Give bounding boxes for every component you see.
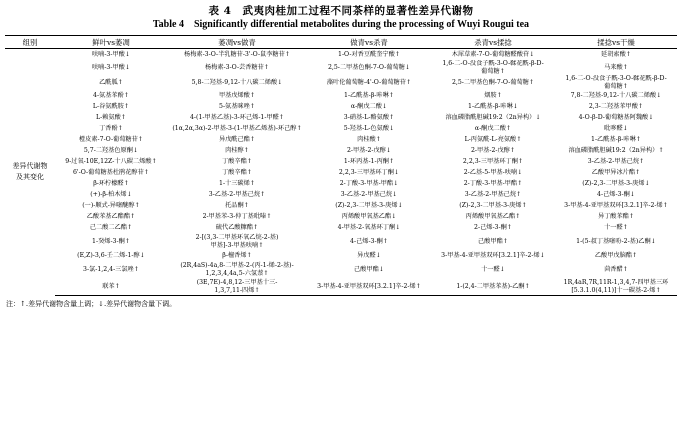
metabolite-cell: 烟胺↑ [484, 91, 502, 99]
metabolite-cell: 1-乙酰基-β-咔啉↑ [591, 135, 641, 143]
metabolite-cell: 乙酸甲异冰片酯↑ [591, 168, 641, 176]
metabolite-cell: 5-羟基-L-色氨酸↓ [343, 124, 395, 132]
metabolite-cell: 己酸甲酯↑ [478, 237, 508, 245]
metabolite-cell: 木犀草素-7-O-葡萄糖醛酸苷↓ [451, 50, 535, 58]
metabolite-cell: β-檀香烯↑ [222, 251, 252, 259]
metabolite-cell: 托品酮↑ [225, 201, 249, 209]
metabolite-cell: 2-丁酸-3-甲基-甲酯↓ [339, 179, 399, 187]
metabolite-cell: 2-[(3,3-二甲基环氧乙烷-2-基) 甲基]-3-甲基呋喃↑ [195, 234, 279, 249]
metabolite-cell: 1-环丙基-1-丙酮↑ [343, 157, 395, 165]
metabolite-cell: 9-过氧-10E,12Z-十八碳二烯酸↑ [65, 157, 157, 165]
metabolite-cell: L-丙氨酰-L-亮氨酸↑ [464, 135, 522, 143]
metabolite-cell: 马来酸↑ [604, 63, 628, 71]
metabolite-cell: 3-甲基-4-亚甲基双环[3.2.1]辛-2-烯↑ [307, 278, 431, 296]
metabolite-cell: α-酮戊二酸↑ [474, 124, 512, 132]
metabolite-cell: 2-甲基-2-戊醇↓ [346, 146, 392, 154]
metabolite-cell: 1-十三碳烯↑ [219, 179, 255, 187]
metabolite-cell: (2R,4aS)-4a,8-二甲基-2-(丙-1-烯-2-基)- 1,2,3,4,4a,5-六氢萘↑ [180, 262, 294, 277]
metabolite-cell: 己二酸二乙酯↑ [89, 223, 133, 231]
metabolite-cell: 丙烯酸甲氧基乙酯↓ [341, 212, 397, 220]
metabolite-cell: 4-己烯-3-酮↓ [597, 190, 635, 198]
metabolite-cell: 呋喃-3-甲酸↓ [91, 50, 131, 58]
table-row [5, 156, 677, 167]
metabolite-cell: 2-甲基苯-3-仲丁基吡嗪↑ [202, 212, 272, 220]
metabolite-cell: 2,5-二甲基色酮-7-O-葡萄糖↑ [451, 78, 535, 86]
table-title-english: Table 4 Significantly differential metabolites during the processing of Wuyi Rougui tea [152, 19, 530, 30]
metabolite-cell: 1-(5-叔丁基噻吩-2-基)乙酮↓ [576, 237, 656, 245]
metabolite-cell: 3-乙基-2-甲基己烷↓ [340, 190, 398, 198]
table-row [5, 167, 677, 178]
metabolite-cell: 藻叶伦葡萄糖-4'-O-葡萄糖苷↑ [326, 78, 412, 86]
metabolite-cell: 己酸甲酯↓ [354, 265, 384, 273]
metabolite-cell: 丁酸辛酯↑ [222, 168, 252, 176]
metabolite-cell: 5-氨基咪唑↑ [219, 102, 255, 110]
metabolite-cell: 1-(2,4-二甲基苯基)-乙酮↑ [431, 278, 555, 296]
metabolite-cell: L-赖氨酸↑ [96, 113, 126, 121]
table-row [5, 49, 677, 61]
metabolite-cell: (+)-β-柏木烯↓ [90, 190, 132, 198]
table-row [5, 250, 677, 261]
table-row [5, 261, 677, 278]
metabolite-cell: 7,8-二羟基-9,12-十八碳二烯酸↓ [570, 91, 662, 99]
table-row [5, 189, 677, 200]
metabolite-cell: 杨梅素-3-O-半乳糖苷-3'-O-鼠李糖苷↑ [184, 50, 290, 58]
metabolite-cell: 吡哆醛↓ [604, 124, 628, 132]
metabolite-cell: 1-癸烯-3-酮↑ [92, 237, 130, 245]
header-rolling-vs-drying: 揉捻vs干燥 [555, 36, 677, 49]
metabolite-cell: 4-己烯-3-酮↑ [350, 237, 388, 245]
metabolite-cell: 6'-O-葡萄糖基杜鹃花醇苷↑ [73, 168, 149, 176]
metabolite-cell: 异戊醛↓ [357, 251, 381, 259]
table-row [5, 123, 677, 134]
metabolite-cell: 3-氯-1,2,4-三氯唑↑ [83, 265, 139, 273]
metabolite-cell: 1-乙酰基-β-咔啉↓ [468, 102, 518, 110]
metabolite-cell: 十一醛↓ [481, 265, 505, 273]
table-row [5, 178, 677, 189]
metabolite-cell: 呋喃-3-甲酸↓ [91, 63, 131, 71]
metabolite-cell: 甲基戊烯酸↑ [218, 91, 256, 99]
metabolite-cell: 2,2,3-三甲基环丁酮↑ [462, 157, 524, 165]
metabolites-table [5, 35, 677, 296]
metabolite-cell: 丁香酚↑ [99, 124, 123, 132]
metabolite-cell: 1,6-二-O-没食子酰-3-O-鞣花酰-β-D- 葡萄糖↑ [442, 60, 544, 75]
metabolite-cell: 丁酸辛酯↑ [222, 157, 252, 165]
metabolite-cell: 2-丁酸-3-甲基-甲酯↑ [463, 179, 523, 187]
table-title-chinese: 表 4 武夷肉桂加工过程不同茶样的显著性差异代谢物 [208, 5, 474, 17]
metabolite-cell: 4-O-β-D-葡萄糖基阿魏酸↓ [578, 113, 654, 121]
metabolite-cell: 3-甲基-4-亚甲基双环[3.2.1]辛-2-烯↓ [441, 251, 545, 259]
table-row [5, 134, 677, 145]
table-row [5, 90, 677, 101]
metabolite-cell: 3-乙基-2-甲基己烷↑ [208, 190, 266, 198]
metabolite-cell: α-酮戊二酸↓ [350, 102, 388, 110]
metabolite-cell: 3-硝基-L-酪氨酸↑ [343, 113, 395, 121]
metabolite-cell: 3-乙基-2-甲基己烷↑ [587, 157, 645, 165]
table-header-row [5, 36, 677, 49]
metabolite-cell: 十一醛↑ [604, 223, 628, 231]
table-row [5, 200, 677, 211]
metabolite-cell: 异戊酰己酯↑ [218, 135, 256, 143]
header-withering-vs-zuoqing: 萎凋vs做青 [167, 36, 307, 49]
metabolite-cell: (1α,2α,3α)-2-甲基-3-(1-甲基乙烯基)-环己醇↑ [172, 124, 302, 132]
header-group: 组别 [5, 36, 55, 49]
metabolite-cell: 肉桂酸↑ [357, 135, 381, 143]
metabolite-cell: 溶血磷脂酰胆碱19:2（2n异构）↓ [445, 113, 541, 121]
table-footnote: 注：↑.差异代谢物含量上调；↓.差异代谢物含量下调。 [6, 300, 177, 308]
metabolite-cell: 5,8-二羟基-9,12-十八碳二烯酸↓ [191, 78, 283, 86]
metabolite-cell: (Z)-2,3-二甲基-3-庚烯↑ [459, 201, 527, 209]
metabolite-cell: (Z)-2,3-二甲基-3-庚烯↓ [335, 201, 403, 209]
metabolite-cell: 杨梅素-3-O-芸香糖苷↑ [204, 63, 269, 71]
metabolite-cell: 1-乙酰基-β-咔啉↑ [344, 91, 394, 99]
table-row [5, 222, 677, 233]
header-zuoqing-vs-fixing: 做青vs杀青 [307, 36, 431, 49]
metabolite-cell: 硫代乙酸糠酯↑ [215, 223, 259, 231]
metabolite-cell: 1,6-二-O-没食子酰-3-O-鞣花酰-β-D- 葡萄糖↑ [565, 75, 667, 90]
metabolite-cell: 茴香醋↑ [604, 265, 628, 273]
metabolite-cell: (Z)-2,3-二甲基-3-庚烯↓ [582, 179, 650, 187]
metabolite-cell: L-谷氨酰胺↑ [92, 102, 130, 110]
metabolite-cell: 2-甲基-2-戊醇↑ [470, 146, 516, 154]
metabolite-cell: 乙酸甲戊脑酯↑ [594, 251, 638, 259]
table-row [5, 233, 677, 250]
table-row [5, 145, 677, 156]
metabolite-cell: (E,Z)-3,6-壬二烯-1-醇↓ [77, 251, 145, 259]
metabolite-cell: 丙烯酸甲氧基乙酯↑ [465, 212, 521, 220]
metabolite-cell: 2,3-二羟基苯甲酸↑ [588, 102, 644, 110]
table-row [5, 211, 677, 222]
metabolite-cell: 1-O-对香豆酰奎宁酸↑ [338, 50, 400, 58]
metabolite-cell: β-环柠檬醛↑ [93, 179, 129, 187]
metabolite-cell: 2,2,3-三甲基环丁酮↓ [338, 168, 400, 176]
table-row [5, 75, 677, 90]
header-fixing-vs-rolling: 杀青vs揉捻 [431, 36, 555, 49]
metabolite-cell: (一)-顺式-异噻醚醇↑ [82, 201, 140, 209]
metabolite-cell: 2-乙基-5-甲基-呋喃↓ [463, 168, 523, 176]
header-fresh-vs-withering: 鲜叶vs萎凋 [55, 36, 167, 49]
group-label-cell: 差异代谢物 及其变化 [12, 162, 48, 182]
metabolite-cell: 延胡索酸↑ [601, 50, 631, 58]
metabolite-cell: 联苯↑ [55, 278, 167, 296]
metabolite-cell: 溶血磷脂酰胆碱19:2（2n异构）↑ [568, 146, 664, 154]
metabolite-cell: 4-甲基-2-氧基环丁酮↓ [337, 223, 401, 231]
metabolite-cell: 肉桂醇↑ [225, 146, 249, 154]
metabolite-cell: 乙酸苯基乙酯酯↑ [86, 212, 136, 220]
metabolite-cell: 1R,4aR,7R,11R-1,3,4,7-四甲基三环 [5.3.1.0(4,11)]十一碳基-2-烯↑ [555, 278, 677, 296]
metabolite-cell: 2-己烯-3-酮↑ [474, 223, 512, 231]
metabolite-cell: (3E,7E)-4,8,12-三甲基十三- 1,3,7,11-四烯↑ [167, 278, 307, 296]
metabolite-cell: 橙皮素-7-O-葡萄糖苷↑ [78, 135, 143, 143]
metabolite-cell: 4-氨基苯酚↑ [93, 91, 129, 99]
metabolite-cell: 2,5-二甲基色酮-7-O-葡萄糖↓ [327, 63, 411, 71]
table-row [5, 60, 677, 75]
table-row [5, 112, 677, 123]
table-row [5, 101, 677, 112]
metabolite-cell: 4-(1-甲基乙基)-3-环己烯-1-甲醛↑ [190, 113, 284, 121]
table-body [5, 49, 677, 296]
metabolite-cell: 异丁酸苯酯↑ [597, 212, 635, 220]
table-row [5, 278, 677, 296]
metabolite-cell: 3-乙基-2-甲基己烷↑ [464, 190, 522, 198]
metabolite-cell: 乙酰胍↑ [99, 78, 123, 86]
metabolite-cell: 3-甲基-4-亚甲基双环[3.2.1]辛-2-烯↑ [564, 201, 668, 209]
metabolite-cell: 5,7-二羟基色原酮↓ [83, 146, 139, 154]
